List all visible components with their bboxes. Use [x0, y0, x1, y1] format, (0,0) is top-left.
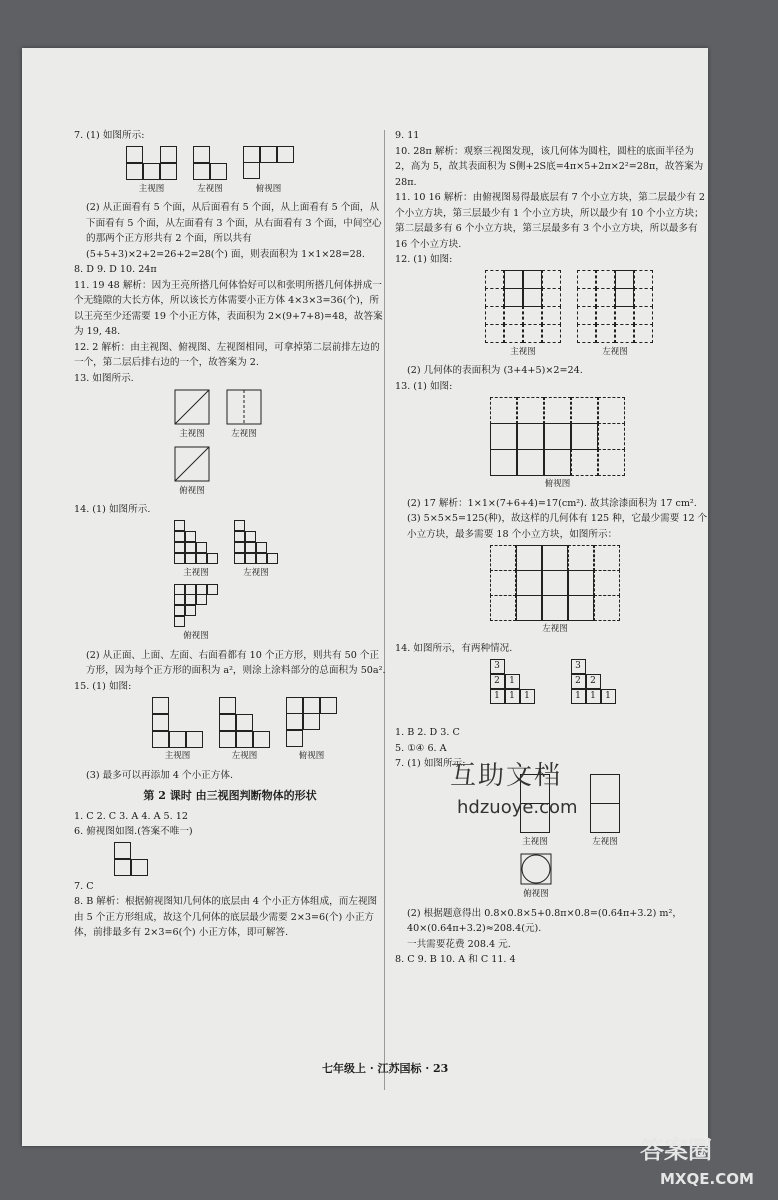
- r-q14-figures: [490, 659, 711, 703]
- section-heading: 第 2 课时 由三视图判断物体的形状: [143, 789, 317, 802]
- s2-q8: 8. B 解析：根据俯视图知几何体的底层由 4 个小正方体组成，而左视图由 5 个正方形组成，故这个几何体的底层最少需要 2×3=6(个) 小正方体，前排最多有 2×3=6(个) 小正方体，即可解答.: [74, 896, 378, 938]
- r-s-q7: 7. (1) 如图所示:: [395, 758, 466, 769]
- r-s-top-view: 俯视图: [520, 853, 552, 903]
- r-s-q1-3: 1. B 2. D 3. C: [395, 727, 460, 738]
- q8-10: 8. D 9. D 10. 24π: [74, 264, 157, 275]
- watermark-url: hdzuoye.com: [457, 797, 578, 818]
- front-square-diagonal: [174, 389, 210, 425]
- q14-figures: [174, 521, 386, 582]
- top-view-circle-in-square: [520, 853, 552, 885]
- q14-front-view: 主视图: [174, 521, 218, 582]
- q15-part3: (3) 最多可以再添加 4 个小正方体.: [86, 769, 234, 781]
- q13: 13. 如图所示.: [74, 372, 134, 384]
- corner-logo-url: MXQE.COM: [660, 1170, 754, 1188]
- q14-top-view: 俯视图: [174, 584, 218, 645]
- r-q14: 14. 如图所示，有两种情况.: [395, 642, 513, 654]
- r-s-q7-part2: (2) 根据题意得出 0.8×0.8×5+0.8π×0.8=(0.64π+3.2) m²，40×(0.64π+3.2)≈208.4(元).: [407, 907, 682, 934]
- q7-part1: 7. (1) 如图所示:: [74, 130, 145, 141]
- q13-top-view: 俯视图: [174, 446, 210, 500]
- s2-top-view: [114, 843, 148, 876]
- q14-part2: (2) 从正面、上面、左面、右面看都有 10 个正方形，则共有 50 个正方形，因为每个正方形的面积为 a²，则涂上涂料部分的总面积为 50a².: [86, 649, 386, 676]
- r-q13-left-view: 左视图: [490, 545, 620, 638]
- q13-left-view: 左视图: [226, 389, 262, 443]
- s2-q6: 6. 俯视图如图.(答案不唯一): [74, 826, 193, 837]
- q14-left-view: 左视图: [234, 521, 278, 582]
- r-q9: 9. 11: [395, 130, 420, 141]
- q15-top-view: 俯视图: [286, 697, 337, 765]
- r-s-q7-total: 一共需要花费 208.4 元.: [407, 938, 511, 950]
- q7-front-view: 主视图: [126, 147, 177, 198]
- q15-front-view: 主视图: [152, 697, 203, 765]
- r-q13-figure1: [490, 397, 711, 493]
- r-s-left-view: 左视图: [590, 775, 620, 851]
- top-square-diagonal: [174, 446, 210, 482]
- r-q13-part1: 13. (1) 如图:: [395, 380, 453, 392]
- q15-figures: [152, 697, 386, 765]
- q15-left-view: 左视图: [219, 697, 270, 765]
- q11: 11. 19 48 解析：因为王亮所搭几何体恰好可以和张明所搭几何体拼成一个无缝隙的大长方体，所以该长方体需要小正方体 4×3×3=36(个)，所以王亮至少还需要 19 个小正方体，表面积为 2×(9+7+8)=48，故答案为 19, 48.: [74, 279, 383, 337]
- r-s-q8-11: 8. C 9. B 10. A 和 C 11. 4: [395, 954, 516, 965]
- left-column: [74, 128, 386, 941]
- q13-figures: [174, 389, 386, 443]
- r-q14-case2: 3 2 2 1 1 1: [571, 659, 616, 703]
- corner-logo-text: 答案圈: [640, 1136, 712, 1164]
- q7-figures: [126, 147, 386, 198]
- q15-part1: 15. (1) 如图:: [74, 680, 132, 692]
- s2-q6-figure: [114, 843, 386, 876]
- s2-q1-5: 1. C 2. C 3. A 4. A 5. 12: [74, 810, 188, 822]
- r-q12-part2: (2) 几何体的表面积为 (3+4+5)×2=24.: [407, 365, 583, 376]
- q13-front-view: 主视图: [174, 389, 210, 443]
- r-q12-figures: [485, 271, 711, 361]
- q7-top-view: 俯视图: [243, 147, 294, 198]
- r-s-q5-6: 5. ①④ 6. A: [395, 742, 447, 754]
- q7-left-view: 左视图: [193, 147, 227, 198]
- r-q12-part1: 12. (1) 如图:: [395, 254, 453, 265]
- r-q13-part2: (2) 17 解析：1×1×(7+6+4)=17(cm²). 故其涂漆面积为 17 cm².: [407, 497, 697, 509]
- r-q14-case1: 3 2 1 1 1 1: [490, 659, 535, 703]
- page-footer: 七年级上 · 江苏国标 · 23: [322, 1062, 449, 1075]
- left-square-split: [226, 389, 262, 425]
- q7-part2: (2) 从正面看有 5 个面，从后面看有 5 个面，从上面看有 5 个面，从下面看有 5 个面，从左面看有 3 个面，从右面看有 3 个面，中间空心的那两个正方形共有 2 个面，所以共有 (5+5+3)×2+2=26+2=28(个) 面，则表面积为 1×1×28=28.: [86, 202, 382, 260]
- q14-top-figure: [174, 584, 386, 645]
- r-q13-part3: (3) 5×5×5=125(种)，故这样的几何体有 125 种，它最少需要 12 个小立方块，最多需要 18 个小立方块，如图所示：: [407, 513, 708, 540]
- r-q11: 11. 10 16 解析：由俯视图易得最底层有 7 个小立方块，第二层最少有 2 个小立方块，第三层最少有 1 个小立方块，所以最少有 10 个小立方块；第二层最多有 6 个小立方块，第三层最多有 3 个小立方块，所以最多有 16 个小立方块.: [395, 192, 706, 250]
- r-q13-top-view: 俯视图: [490, 397, 625, 493]
- r-q12-left-view: 左视图: [577, 271, 653, 361]
- r-q10: 10. 28π 解析：观察三视图发现，该几何体为圆柱，圆柱的底面半径为 2，高为 5，故其表面积为 S侧+2S底=4π×5+2π×2²=28π，故答案为 28π.: [395, 145, 704, 188]
- q14-part1: 14. (1) 如图所示.: [74, 504, 151, 515]
- r-s-q7-top-figure: [520, 853, 711, 903]
- watermark-title: 互助文档: [450, 761, 563, 791]
- r-q13-figure2: [490, 545, 711, 638]
- q13-top-figure: [174, 446, 386, 500]
- book-page: [22, 48, 708, 1146]
- right-column: [395, 128, 711, 968]
- s2-q7: 7. C: [74, 880, 94, 892]
- r-q12-front-view: 主视图: [485, 271, 561, 361]
- q12: 12. 2 解析：由主视图、俯视图、左视图相同，可拿掉第二层前排左边的一个，第二层后排右边的一个，故答案为 2.: [74, 341, 380, 368]
- r-s-front-view: 主视图: [520, 775, 550, 851]
